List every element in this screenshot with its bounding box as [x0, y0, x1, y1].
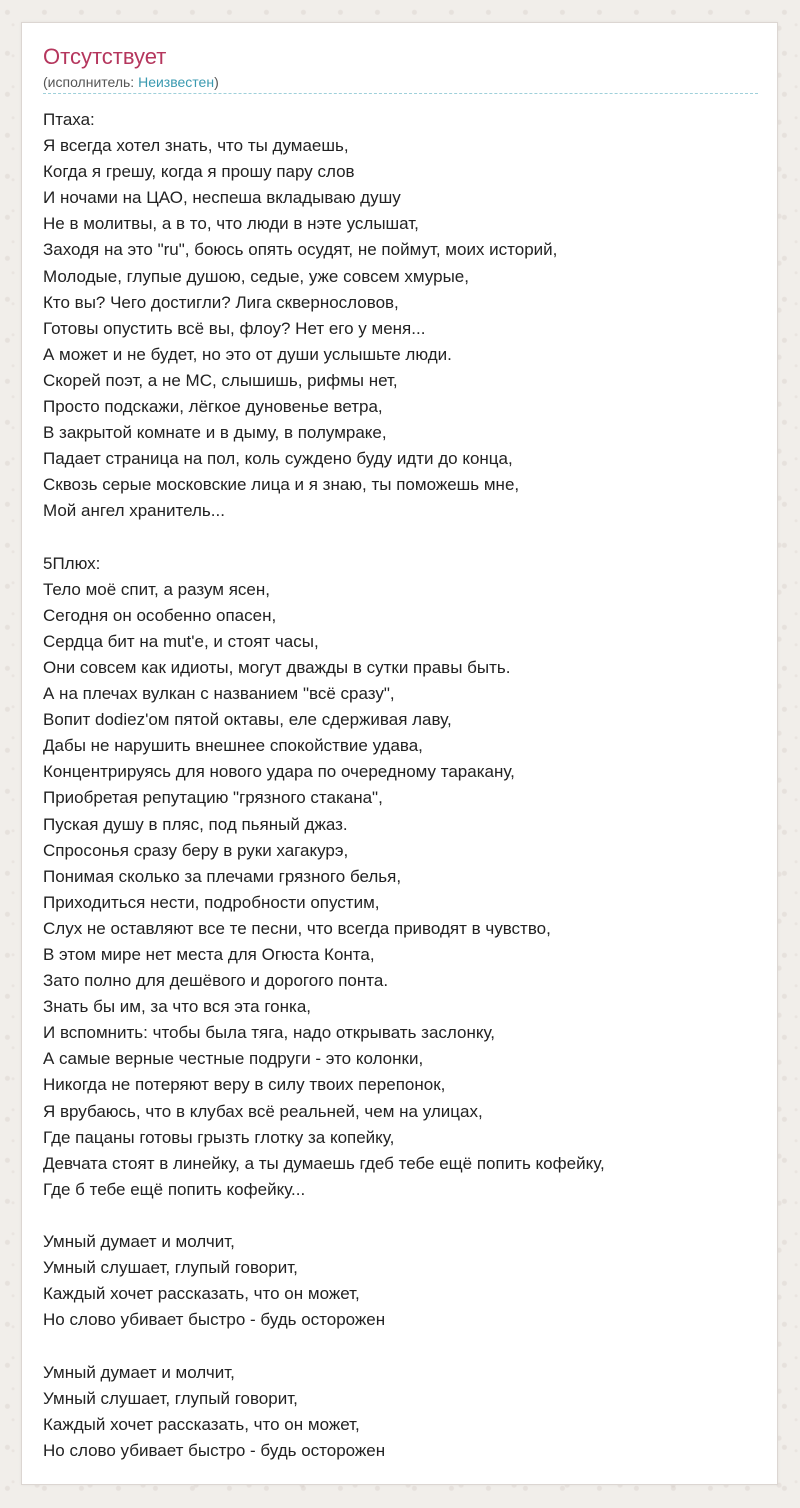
lyric-line: Скорей поэт, а не МС, слышишь, рифмы нет,: [43, 370, 398, 390]
lyric-line: В закрытой комнате и в дыму, в полумраке,: [43, 423, 387, 443]
lyric-line: Слух не оставляют все те песни, что всегда приводят в чувство,: [43, 918, 551, 938]
lyric-line: Умный думает и молчит,: [43, 1362, 235, 1382]
lyric-line: Приходиться нести, подробности опустим,: [43, 892, 380, 912]
lyric-line: Вопит dodiez'ом пятой октавы, еле сдерживая лаву,: [43, 710, 452, 730]
lyric-line: Пуская душу в пляс, под пьяный джаз.: [43, 814, 348, 834]
lyric-line: Никогда не потеряют веру в силу твоих перепонок,: [43, 1075, 446, 1095]
title-divider: [43, 93, 758, 94]
lyric-line: Но слово убивает быстро - будь осторожен: [43, 1440, 386, 1460]
lyric-line: В этом мире нет места для Огюста Конта,: [43, 945, 375, 964]
artist-prefix: (исполнитель:: [43, 74, 139, 90]
lyric-line: А самые верные честные подруги - это колонки,: [43, 1049, 424, 1069]
lyric-line: Молодые, глупые душою, седые, уже совсем хмурые,: [43, 266, 469, 286]
stanza-break: [43, 1203, 768, 1229]
lyric-line: Где пацаны готовы грызть глотку за копейку,: [43, 1127, 395, 1147]
lyric-line: Падает страница на пол, коль суждено буду идти до конца,: [43, 449, 513, 469]
lyric-line: Приобретая репутацию "грязного стакана",: [43, 788, 383, 808]
lyric-line: Когда я грешу, когда я прошу пару слов: [43, 162, 355, 182]
artist-suffix: ): [214, 74, 219, 90]
lyric-line: А может и не будет, но это от души услышьте люди.: [43, 344, 452, 364]
lyric-line: Дабы не нарушить внешнее спокойствие удава,: [43, 736, 423, 756]
lyric-line: Сквозь серые московские лица и я знаю, ты поможешь мне,: [43, 475, 520, 495]
lyric-line: Умный слушает, глупый говорит,: [43, 1258, 298, 1278]
lyric-line: Умный слушает, глупый говорит,: [43, 1388, 298, 1408]
lyric-line: Каждый хочет рассказать, что он может,: [43, 1414, 360, 1434]
lyric-line: Каждый хочет рассказать, что он может,: [43, 1284, 360, 1304]
lyric-line: Заходя на это "ru", боюсь опять осудят, не поймут, моих историй,: [43, 240, 558, 260]
lyric-line: И ночами на ЦАО, неспеша вкладываю душу: [43, 188, 401, 208]
lyric-line: Понимая сколько за плечами грязного белья,: [43, 866, 402, 886]
lyric-line: Я всегда хотел знать, что ты думаешь,: [43, 136, 349, 156]
lyric-line: Птаха:: [43, 110, 95, 129]
lyric-line: Сердца бит на mut'e, и стоят часы,: [43, 631, 319, 651]
lyric-line: Где б тебе ещё попить кофейку...: [43, 1179, 306, 1199]
song-title: Отсутствует: [43, 44, 167, 69]
stanza-break: [43, 1333, 768, 1359]
lyric-line: Спросонья сразу беру в руки хагакурэ,: [43, 840, 349, 860]
lyric-line: Девчата стоят в линейку, а ты думаешь гдеб тебе ещё попить кофейку,: [43, 1153, 605, 1173]
lyrics-card: [21, 22, 778, 1485]
lyric-line: И вспомнить: чтобы была тяга, надо открывать заслонку,: [43, 1023, 496, 1043]
lyric-line: Тело моё спит, а разум ясен,: [43, 579, 270, 599]
lyric-line: Кто вы? Чего достигли? Лига сквернословов,: [43, 292, 399, 312]
lyric-line: Сегодня он особенно опасен,: [43, 605, 277, 625]
artist-line: [43, 73, 219, 91]
lyric-line: Просто подскажи, лёгкое дуновенье ветра,: [43, 397, 383, 417]
artist-link[interactable]: Неизвестен: [138, 74, 215, 90]
stanza-break: [43, 525, 768, 551]
lyric-line: Концентрируясь для нового удара по очередному таракану,: [43, 762, 515, 782]
lyric-line: Умный думает и молчит,: [43, 1232, 235, 1252]
lyrics-text: [43, 107, 768, 1464]
lyric-line: Мой ангел хранитель...: [43, 501, 225, 521]
lyric-line: А на плечах вулкан с названием "всё сразу",: [43, 684, 395, 704]
lyric-line: Я врубаюсь, что в клубах всё реальней, чем на улицах,: [43, 1101, 483, 1121]
lyric-line: Готовы опустить всё вы, флоу? Нет его у меня...: [43, 318, 426, 338]
lyric-line: Зато полно для дешёвого и дорогого понта.: [43, 971, 389, 991]
lyric-line: Но слово убивает быстро - будь осторожен: [43, 1310, 386, 1330]
lyric-line: Не в молитвы, а в то, что люди в нэте услышат,: [43, 214, 419, 234]
lyric-line: 5Плюх:: [43, 553, 101, 573]
lyric-line: Знать бы им, за что вся эта гонка,: [43, 997, 312, 1017]
lyric-line: Они совсем как идиоты, могут дважды в сутки правы быть.: [43, 657, 511, 677]
